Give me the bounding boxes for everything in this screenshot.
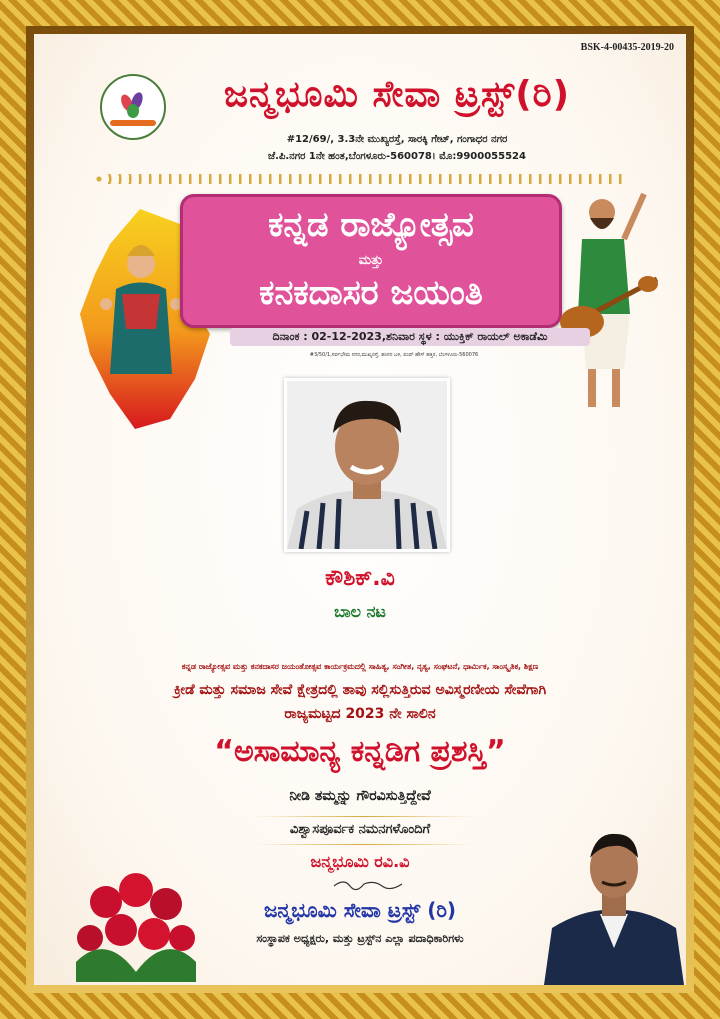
citation-line-1: ಕನ್ನಡ ರಾಜ್ಯೋತ್ಸವ ಮತ್ತು ಕನಕದಾಸರ ಜಯಂತೋತ್ಸವ ಕಾರ್ಯಕ್ರಮದಲ್ಲಿ ಸಾಹಿತ್ಯ, ಸಂಗೀತ, ನೃತ್ಯ, ಸಂಘಟನೆ, ಧಾರ್ಮಿಕ, ಸಾಂಸ್ಕೃತಿಕ, ಶಿಕ್ಷಣ bbox=[181, 662, 539, 671]
signature-scribble bbox=[330, 876, 410, 892]
citation-line-2: ಕ್ರೀಡೆ ಮತ್ತು ಸಮಾಜ ಸೇವೆ ಕ್ಷೇತ್ರದಲ್ಲಿ ತಾವು ಸಲ್ಲಿಸುತ್ತಿರುವ ಅವಿಸ್ಮರಣೀಯ ಸೇವೆಗಾಗಿ bbox=[173, 682, 547, 698]
gold-rule bbox=[254, 844, 474, 845]
awardee-photo bbox=[284, 378, 450, 552]
signer-name: ಜನ್ಮಭೂಮಿ ರವಿ.ವಿ bbox=[310, 852, 410, 871]
event-date-venue: ದಿನಾಂಕ : 02-12-2023,ಶನಿವಾರ ಸ್ಥಳ : ಯುಕ್ತಿಕ್ ರಾಯಲ್ ಅಕಾಡೆಮಿ bbox=[230, 328, 590, 346]
citation-line-4: ನೀಡಿ ತಮ್ಮನ್ನು ಗೌರವಿಸುತ್ತಿದ್ದೇವೆ bbox=[289, 788, 431, 804]
awardee-role: ಬಾಲ ನಟ bbox=[334, 602, 386, 621]
regards-text: ವಿಶ್ವಾಸಪೂರ್ವಕ ನಮನಗಳೊಂದಿಗೆ bbox=[289, 822, 431, 837]
gold-rule bbox=[254, 816, 474, 817]
awardee-name: ಕೌಶಿಕ್.ವಿ bbox=[325, 566, 395, 591]
event-address: #3/50/1,ಸರ್ವಭೌಮ ನಗರ,ಮುಖ್ಯರಸ್ತೆ, ಹಂಸನ ಬಳಿ, ಪಂಪ್ ಹೌಸ್ ಹತ್ತಿರ, ಬೆಂಗಳೂರು-560076 bbox=[309, 352, 479, 358]
awardee-portrait bbox=[287, 381, 447, 549]
ornamental-divider bbox=[94, 174, 626, 184]
certificate-paper bbox=[34, 34, 686, 985]
trust-logo bbox=[100, 74, 166, 140]
trust-name: ಜನ್ಮಭೂಮಿ ಸೇವಾ ಟ್ರಸ್ಟ್ (ರಿ) bbox=[263, 898, 457, 922]
event-banner bbox=[180, 194, 562, 328]
registration-number: BSK-4-00435-2019-20 bbox=[580, 42, 674, 53]
members-line: ಸಂಸ್ಥಾಪಕ ಅಧ್ಯಕ್ಷರು, ಮತ್ತು ಟ್ರಸ್ಟ್‌ನ ಎಲ್ಲಾ ಪದಾಧಿಕಾರಿಗಳು bbox=[256, 932, 464, 945]
award-title: “ಅಸಾಮಾನ್ಯ ಕನ್ನಡಿಗ ಪ್ರಶಸ್ತಿ” bbox=[214, 734, 506, 769]
saint-with-veena-icon bbox=[552, 184, 662, 414]
roses-bouquet-icon bbox=[66, 852, 206, 982]
founder-photo bbox=[544, 818, 684, 985]
address-line-2: ಜೆ.ಪಿ.ನಗರ 1ನೇ ಹಂತ,ಬೆಂಗಳೂರು-560078। ಮೊ:9900055524 bbox=[268, 151, 526, 162]
address-line-1: #12/69/, 3.3ನೇ ಮುಖ್ಯರಸ್ತೆ, ಸಾರಕ್ಕಿ ಗೇಟ್, ಗಂಗಾಧರ ನಗರ bbox=[286, 134, 508, 145]
org-title: ಜನ್ಮಭೂಮಿ ಸೇವಾ ಟ್ರಸ್ಟ್(ರಿ) bbox=[223, 74, 571, 115]
banner-title-line1: ಕನ್ನಡ ರಾಜ್ಯೋತ್ಸವ bbox=[268, 205, 474, 245]
banner-title-line2: ಕನಕದಾಸರ ಜಯಂತಿ bbox=[259, 273, 483, 313]
citation-line-3: ರಾಜ್ಯಮಟ್ಟದ 2023 ನೇ ಸಾಲಿನ bbox=[284, 706, 436, 722]
banner-connector: ಮತ್ತು bbox=[358, 253, 384, 268]
